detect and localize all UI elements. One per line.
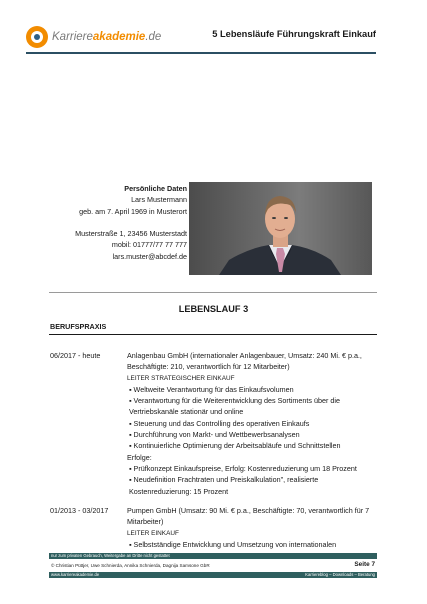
job-company: Anlagenbau GmbH (internationaler Anlagenbauer, Umsatz: 240 Mi. € p.a., Beschäftigte: 210, verantwortlich für 12 Mitarbeiter) [127, 351, 362, 372]
job-details [127, 505, 380, 550]
footer-nav-links[interactable]: Karriereblog – Downloads – Beratung [305, 572, 375, 577]
job-success-label: Erfolge: [127, 452, 152, 462]
mobile-number: mobil: 01777/77 77 777 [111, 240, 187, 250]
job-bullet: ▪ Verantwortung für die Weiterentwicklung des Sortiments über die Vertriebskanäle stationär und online [129, 396, 340, 417]
job-bullet: ▪ Kontinuierliche Optimierung der Arbeitsabläufe und Schnittstellen [129, 441, 341, 451]
logo-icon [26, 26, 48, 48]
job-role: LEITER EINKAUF [127, 529, 179, 537]
personal-data [70, 183, 187, 262]
header-divider [26, 52, 376, 54]
personal-data-heading: Persönliche Daten [124, 184, 187, 193]
email-address: lars.muster@abcdef.de [112, 251, 187, 261]
job-bullet: ▪ Durchführung von Markt- und Wettbewerbsanalysen [129, 430, 300, 440]
portrait-illustration [189, 182, 372, 275]
address: Musterstraße 1, 23456 Musterstadt [75, 229, 187, 239]
job-bullet: ▪ Steuerung und das Controlling des operativen Einkaufs [129, 418, 310, 428]
page-number: Seite 7 [354, 561, 375, 568]
job-bullet: ▪ Selbstständige Entwicklung und Umsetzung von internationalen [129, 539, 337, 549]
footer-copyright: © Christian Püttjer, Uwe Schnierda, Annika Schnierda, Dagnija Samsone GbR [51, 563, 210, 568]
section-rule [49, 334, 377, 335]
job-date: 01/2013 - 03/2017 [50, 506, 109, 515]
footer-links [49, 572, 377, 578]
job-bullet: ▪ Prüfkonzept Einkaufspreise, Erfolg: Kostenreduzierung um 18 Prozent [129, 463, 357, 473]
birth-info: geb. am 7. April 1969 in Musterort [79, 206, 187, 216]
page-header [26, 24, 376, 50]
job-details [127, 350, 380, 497]
job-bullet: ▪ Weltweite Verantwortung für das Einkaufsvolumen [129, 384, 294, 394]
portrait-photo [189, 182, 372, 275]
job-bullet: ▪ Neudefinition Frachtraten und Preiskalkulation", realisierte Kostenreduzierung: 15 Prozent [129, 475, 319, 496]
job-date: 06/2017 - heute [50, 351, 101, 360]
karriereakademie-logo[interactable] [26, 25, 161, 49]
job-role: LEITER STRATEGISCHER EINKAUF [127, 374, 235, 382]
document-title: 5 Lebensläufe Führungskraft Einkauf [212, 29, 376, 39]
section-divider [49, 292, 377, 293]
job-company: Pumpen GmbH (Umsatz: 90 Mi. € p.a., Beschäftigte: 70, verantwortlich für 7 Mitarbeiter) [127, 506, 370, 527]
person-name: Lars Mustermann [131, 195, 187, 205]
footer-info [49, 561, 377, 571]
footer-website-link[interactable]: www.karriereakademie.de [51, 572, 100, 577]
cv-title: LEBENSLAUF 3 [178, 304, 249, 314]
section-heading-berufspraxis: BERUFSPRAXIS [50, 322, 107, 331]
footer-notice: nur zum privaten Gebrauch, Weitergabe an Dritte nicht gestattet [49, 553, 377, 559]
logo-text: Karriereakademie.de [52, 31, 162, 43]
